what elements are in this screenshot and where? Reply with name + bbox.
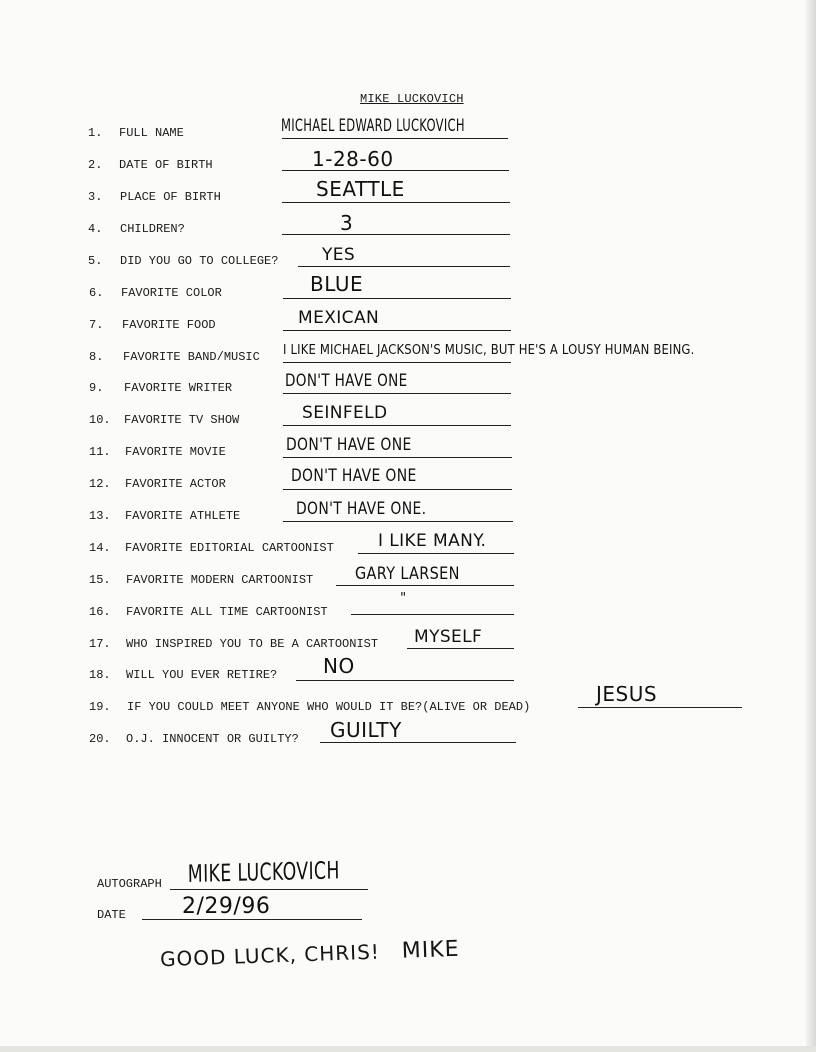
answer-line [283,393,511,394]
answer-line [407,648,514,649]
answer-line [298,266,510,267]
answer-line [351,614,514,615]
answer-line [336,585,514,586]
question-row-4 [88,216,548,242]
answer-favorite-modern-cartoonist: GARY LARSEN [355,564,460,584]
autograph-line [170,889,368,890]
question-label: PLACE OF BIRTH [120,190,221,204]
answer-line [283,489,512,490]
handwritten-note [160,937,460,972]
question-label: FAVORITE BAND/MUSIC [123,350,260,364]
question-number: 3. [88,190,103,204]
question-number: 20. [89,732,111,746]
note-text: GOOD LUCK, CHRIS! [159,939,381,972]
question-number: 17. [89,637,111,651]
autograph-date: 2/29/96 [182,894,271,919]
question-label: FAVORITE ACTOR [125,477,226,491]
answer-line [358,553,514,554]
question-number: 15. [89,573,111,587]
page-edge [806,0,816,1052]
answer-favorite-editorial-cartoonist: I LIKE MANY. [378,531,487,551]
question-label: FAVORITE FOOD [122,318,216,332]
question-number: 16. [89,605,111,619]
answer-line [283,521,513,522]
question-number: 11. [89,445,111,459]
answer-favorite-food: MEXICAN [298,308,380,328]
answer-line [282,234,510,235]
answer-line [282,202,510,203]
answer-meet-anyone: JESUS [596,682,658,706]
question-label: CHILDREN? [120,222,185,236]
question-label: IF YOU COULD MEET ANYONE WHO WOULD IT BE?(ALIVE OR DEAD) [127,700,531,714]
answer-line [283,425,511,426]
answer-line [283,298,511,299]
answer-line [283,457,512,458]
question-label: FULL NAME [119,126,184,140]
question-row-19 [89,694,589,720]
answer-date-of-birth: 1-28-60 [312,147,394,171]
question-number: 13. [89,509,111,523]
answer-favorite-music: I LIKE MICHAEL JACKSON'S MUSIC, BUT HE'S A LOUSY HUMAN BEING. [283,342,695,358]
page-title: MIKE LUCKOVICH [360,92,464,106]
question-label: FAVORITE MOVIE [125,445,226,459]
answer-favorite-color: BLUE [310,272,364,296]
question-number: 5. [88,254,103,268]
question-label: FAVORITE EDITORIAL CARTOONIST [125,541,334,555]
question-row-20 [89,726,549,752]
question-number: 12. [89,477,111,491]
question-number: 2. [88,158,103,172]
date-label: DATE [97,908,126,922]
answer-place-of-birth: SEATTLE [316,177,405,201]
answer-line [283,330,511,331]
answer-oj: GUILTY [330,718,402,742]
question-number: 18. [89,668,111,682]
question-label: WHO INSPIRED YOU TO BE A CARTOONIST [126,637,379,651]
question-number: 14. [89,541,111,555]
question-row-15 [89,567,549,593]
question-number: 19. [89,700,111,714]
date-line [142,919,362,920]
answer-favorite-movie: DON'T HAVE ONE [286,435,412,455]
question-number: 4. [88,222,103,236]
answer-line [296,680,514,681]
answer-line [282,138,508,139]
question-row-18 [89,662,549,688]
question-number: 8. [89,350,104,364]
answer-line [320,742,516,743]
answer-line [283,362,511,363]
autograph-signature: MIKE LUCKOVICH [187,856,340,888]
answer-retire: NO [323,654,355,678]
answer-line [578,707,742,708]
answer-college: YES [322,245,356,265]
question-row-5 [88,248,548,274]
question-number: 9. [89,381,104,395]
question-number: 7. [89,318,104,332]
question-label: FAVORITE MODERN CARTOONIST [126,573,314,587]
question-number: 6. [89,286,104,300]
answer-children: 3 [340,211,354,235]
question-label: FAVORITE TV SHOW [124,413,240,427]
answer-inspiration: MYSELF [414,627,483,647]
question-label: DID YOU GO TO COLLEGE? [120,254,279,268]
page-edge-bottom [0,1046,816,1052]
question-label: WILL YOU EVER RETIRE? [126,668,278,682]
question-number: 10. [89,413,111,427]
answer-favorite-actor: DON'T HAVE ONE [291,466,417,486]
answer-favorite-writer: DON'T HAVE ONE [285,371,408,391]
answer-favorite-tv-show: SEINFELD [302,403,388,423]
question-label: O.J. INNOCENT OR GUILTY? [126,732,299,746]
question-number: 1. [88,126,103,140]
question-label: DATE OF BIRTH [119,158,213,172]
question-label: FAVORITE ATHLETE [125,509,241,523]
answer-full-name: MICHAEL EDWARD LUCKOVICH [281,116,465,136]
answer-favorite-athlete: DON'T HAVE ONE. [296,499,427,519]
question-label: FAVORITE ALL TIME CARTOONIST [126,605,328,619]
question-label: FAVORITE COLOR [121,286,222,300]
note-signoff: MIKE [401,936,460,964]
question-row-16 [89,599,549,625]
autograph-label: AUTOGRAPH [97,877,162,891]
question-label: FAVORITE WRITER [124,381,233,395]
answer-favorite-all-time-cartoonist: " [400,590,407,606]
